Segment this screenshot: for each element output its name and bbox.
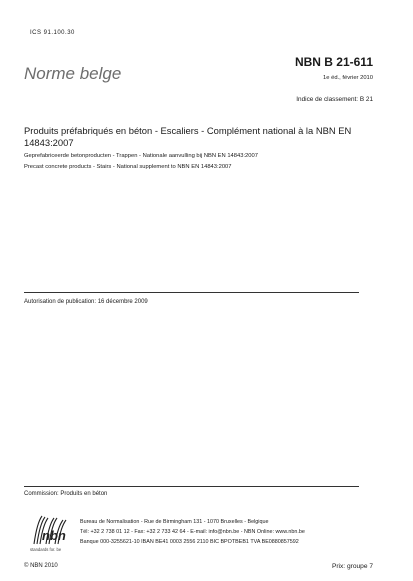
logo-tagline: standards for. be xyxy=(30,547,62,552)
brand-title: Norme belge xyxy=(24,64,122,83)
commission-label: Commission: Produits en béton xyxy=(24,491,108,497)
ics-code: ICS 91.100.30 xyxy=(30,30,75,36)
logo-lettering: nbn xyxy=(42,528,66,543)
document-title-nl: Geprefabriceerde betonproducten - Trappen - Nationale aanvulling bij NBN EN 14843:2007 xyxy=(24,153,258,159)
separator-bottom xyxy=(24,486,359,487)
contact-line: Tél: +32 2 738 01 12 - Fax: +32 2 733 42 64 - E-mail: info@nbn.be - NBN Online: www.nbn.be xyxy=(80,529,305,535)
document-title-en: Precast concrete products - Stairs - National supplement to NBN EN 14843:2007 xyxy=(24,164,232,170)
copyright: © NBN 2010 xyxy=(24,563,58,569)
edition-date: 1e éd., février 2010 xyxy=(323,75,373,81)
separator-top xyxy=(24,292,359,293)
bank-line: Banque 000-3255621-10 IBAN BE41 0003 2556 2110 BIC BPOTBEB1 TVA BE0880857592 xyxy=(80,539,299,545)
classification-index: Indice de classement: B 21 xyxy=(296,96,373,103)
price-group: Prix: groupe 7 xyxy=(331,563,373,570)
document-title-fr: Produits préfabriqués en béton - Escaliers - Complément national à la NBN EN 14843:2007 xyxy=(24,125,352,148)
standard-number: NBN B 21-611 xyxy=(294,55,373,69)
publication-authorisation: Autorisation de publication: 16 décembre 2009 xyxy=(24,299,148,305)
nbn-logo xyxy=(30,512,72,546)
address-line: Bureau de Normalisation - Rue de Birmingham 131 - 1070 Bruxelles - Belgique xyxy=(80,519,269,525)
